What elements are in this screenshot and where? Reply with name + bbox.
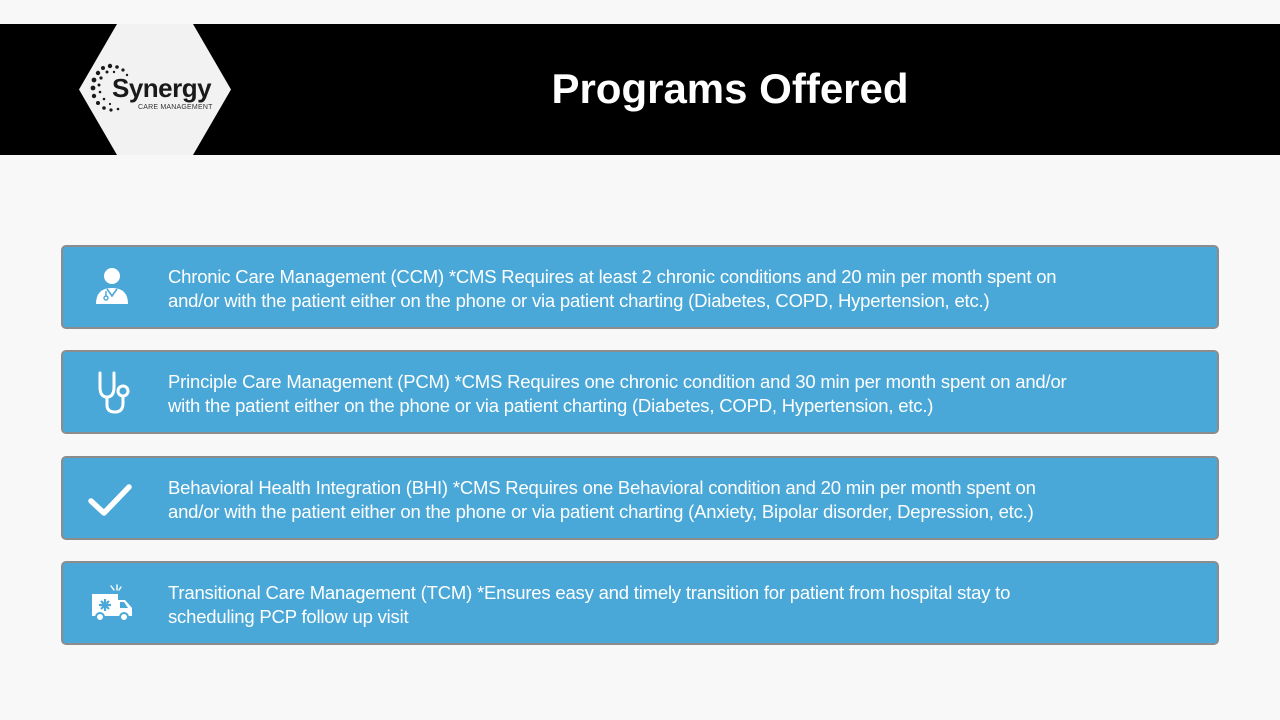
program-text-line: and/or with the patient either on the phone or via patient charting (Anxiety, Bipolar disorder, Depression, etc.)	[168, 501, 1034, 522]
ambulance-icon	[85, 580, 135, 626]
program-text-line: Chronic Care Management (CCM) *CMS Requires at least 2 chronic conditions and 20 min per month spent on	[168, 266, 1057, 287]
logo-name: Synergy	[112, 73, 212, 103]
program-text-line: with the patient either on the phone or via patient charting (Diabetes, COPD, Hypertension, etc.)	[168, 395, 934, 416]
program-text-line: Principle Care Management (PCM) *CMS Requires one chronic condition and 30 min per month spent on and/or	[168, 371, 1067, 392]
program-description	[168, 581, 1203, 629]
program-text-line: Transitional Care Management (TCM) *Ensures easy and timely transition for patient from hospital stay to	[168, 582, 1011, 603]
stethoscope-icon	[85, 369, 135, 415]
checkmark-icon	[85, 475, 135, 521]
logo-tagline: CARE MANAGEMENT	[138, 104, 213, 111]
program-description	[168, 265, 1203, 313]
program-text-line: Behavioral Health Integration (BHI) *CMS Requires one Behavioral condition and 20 min per month spent on	[168, 477, 1036, 498]
program-description	[168, 476, 1203, 524]
program-card-tcm	[61, 561, 1219, 645]
program-text-line: scheduling PCP follow up visit	[168, 606, 409, 627]
program-description	[168, 370, 1203, 418]
program-card-pcm	[61, 350, 1219, 434]
doctor-icon	[85, 264, 135, 310]
page-title: Programs Offered	[551, 65, 909, 112]
program-card-bhi	[61, 456, 1219, 540]
program-card-ccm	[61, 245, 1219, 329]
program-text-line: and/or with the patient either on the phone or via patient charting (Diabetes, COPD, Hypertension, etc.)	[168, 290, 990, 311]
